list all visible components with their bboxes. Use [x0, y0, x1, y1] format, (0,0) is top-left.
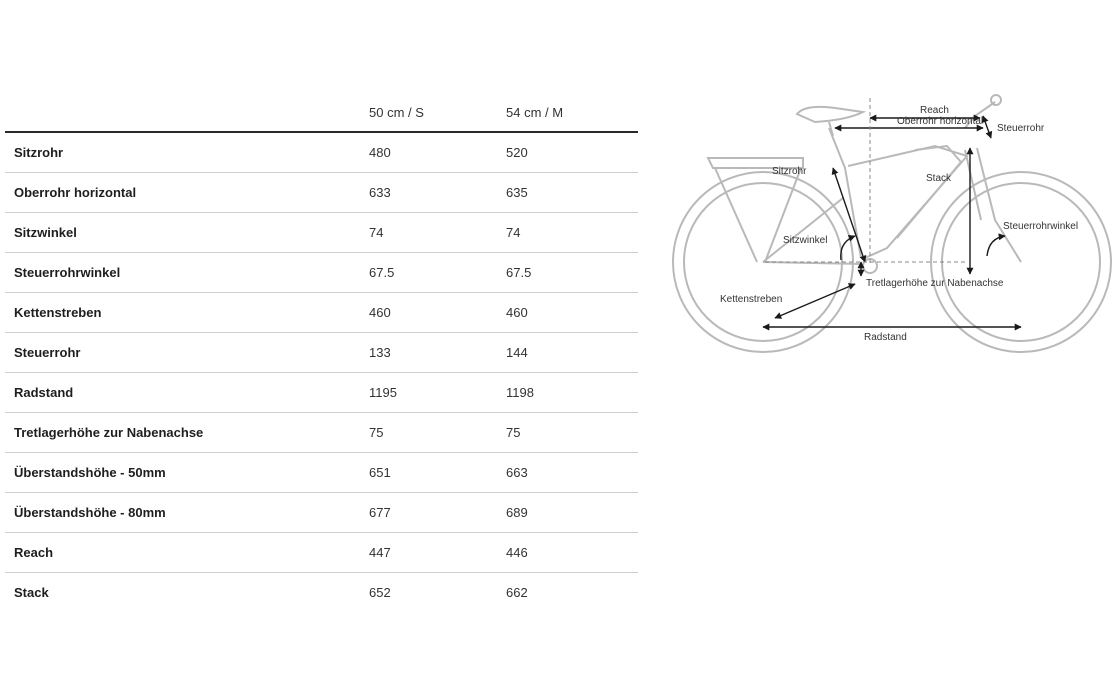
table-row [5, 373, 638, 413]
value-m: 635 [506, 173, 638, 213]
row-label: Sitzwinkel [5, 213, 369, 253]
row-label: Reach [5, 533, 369, 573]
value-s: 480 [369, 132, 506, 173]
value-m: 75 [506, 413, 638, 453]
label-oberrohr: Oberrohr horizontal [897, 116, 984, 127]
bike-geometry-diagram [665, 88, 1115, 358]
value-s: 460 [369, 293, 506, 333]
steuerrohrwinkel-arc [987, 236, 1005, 256]
header-empty-cell [5, 93, 369, 132]
label-steuerrohrwinkel: Steuerrohrwinkel [1003, 221, 1079, 232]
label-stack: Stack [926, 173, 952, 184]
table-row [5, 213, 638, 253]
value-m: 446 [506, 533, 638, 573]
table-row [5, 493, 638, 533]
row-label: Steuerrohrwinkel [5, 253, 369, 293]
value-m: 144 [506, 333, 638, 373]
table-row [5, 533, 638, 573]
value-m: 1198 [506, 373, 638, 413]
row-label: Radstand [5, 373, 369, 413]
label-radstand: Radstand [864, 332, 907, 343]
top-tube-down-tube [848, 146, 967, 258]
value-s: 67.5 [369, 253, 506, 293]
value-s: 133 [369, 333, 506, 373]
value-s: 74 [369, 213, 506, 253]
table-row [5, 573, 638, 613]
row-label: Überstandshöhe - 50mm [5, 453, 369, 493]
label-steuerrohr: Steuerrohr [997, 123, 1045, 134]
seat-tube [829, 128, 861, 258]
value-s: 633 [369, 173, 506, 213]
table-header-row [5, 93, 638, 132]
table-row [5, 293, 638, 333]
value-m: 67.5 [506, 253, 638, 293]
value-s: 651 [369, 453, 506, 493]
header-size-m: 54 cm / M [506, 93, 638, 132]
table-row [5, 453, 638, 493]
header-size-s: 50 cm / S [369, 93, 506, 132]
saddle [797, 107, 863, 122]
row-label: Überstandshöhe - 80mm [5, 493, 369, 533]
row-label: Sitzrohr [5, 132, 369, 173]
steuerrohr-line [983, 116, 991, 138]
geometry-table [5, 93, 638, 612]
measurement-lines [763, 116, 1021, 327]
value-s: 447 [369, 533, 506, 573]
label-sitzwinkel: Sitzwinkel [783, 235, 828, 246]
value-s: 652 [369, 585, 391, 600]
row-label: Oberrohr horizontal [5, 173, 369, 213]
sitzrohr-line [833, 168, 865, 262]
row-label: Stack [14, 585, 49, 600]
label-sitzrohr: Sitzrohr [772, 166, 807, 177]
value-m: 460 [506, 293, 638, 333]
value-m: 662 [506, 585, 528, 600]
seat-stay [763, 198, 843, 262]
chain-stay [763, 262, 863, 264]
value-m: 74 [506, 213, 638, 253]
handlebar-grip [991, 95, 1001, 105]
value-s: 677 [369, 493, 506, 533]
label-tretlager: Tretlagerhöhe zur Nabenachse [866, 278, 1004, 289]
value-s: 1195 [369, 373, 506, 413]
row-label: Tretlagerhöhe zur Nabenachse [5, 413, 369, 453]
value-m: 520 [506, 132, 638, 173]
value-m: 689 [506, 493, 638, 533]
table-row [5, 173, 638, 213]
fork [965, 148, 1021, 262]
value-m: 663 [506, 453, 638, 493]
row-label: Steuerrohr [5, 333, 369, 373]
label-kettenstreben: Kettenstreben [720, 294, 783, 305]
table-row [5, 132, 638, 173]
table-row [5, 253, 638, 293]
table-row [5, 413, 638, 453]
table-row [5, 333, 638, 373]
row-label: Kettenstreben [5, 293, 369, 333]
label-reach: Reach [920, 105, 949, 116]
value-s: 75 [369, 413, 506, 453]
